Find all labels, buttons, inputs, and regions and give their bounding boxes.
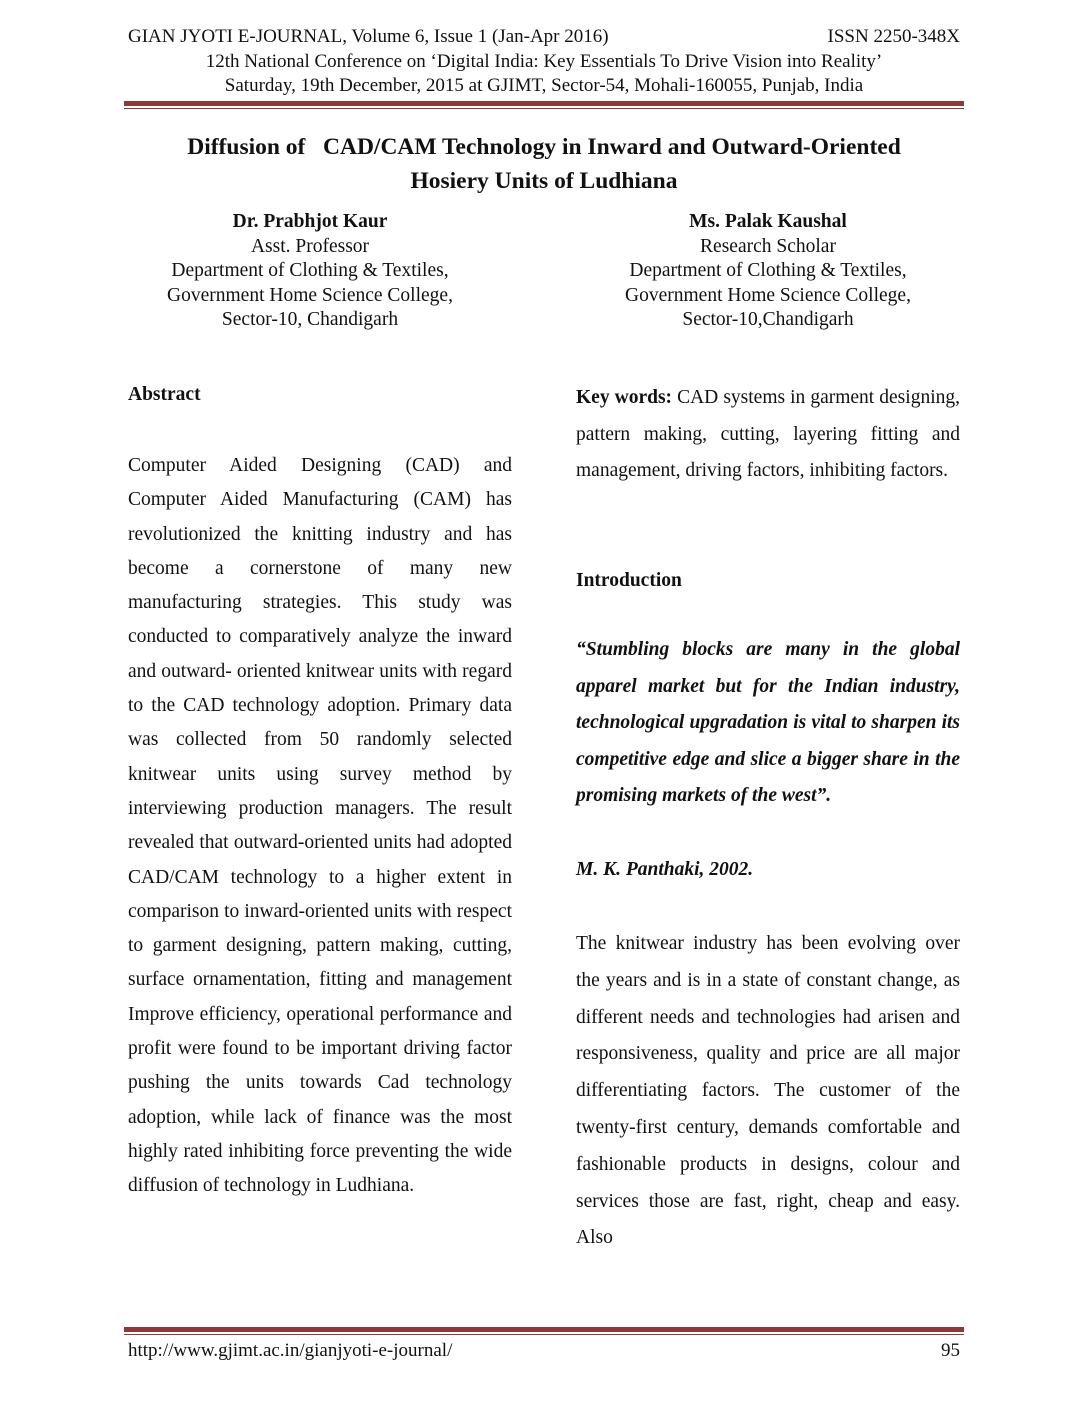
epigraph-quote: “Stumbling blocks are many in the global apparel market but for the Indian industry, technological upgradation is vital to sharpen its competitive edge and slice a bigger share in the promising markets of the west”.	[576, 639, 960, 806]
author-college: Government Home Science College,	[625, 284, 911, 306]
journal-name: GIAN JYOTI E-JOURNAL, Volume 6, Issue 1 (Jan-Apr 2016)	[128, 26, 609, 47]
venue-line: Saturday, 19th December, 2015 at GJIMT, Sector-54, Mohali-160055, Punjab, India	[224, 75, 864, 96]
footer-rule	[124, 1327, 964, 1332]
author-block-1	[128, 210, 492, 333]
author-department: Department of Clothing & Textiles,	[171, 260, 449, 281]
journal-url[interactable]: http://www.gjimt.ac.in/gianjyoti-e-journal/	[128, 1340, 453, 1361]
page-number: 95	[941, 1340, 960, 1361]
introduction-heading: Introduction	[576, 570, 682, 591]
paper-title	[128, 130, 960, 198]
author-role: Asst. Professor	[250, 235, 370, 257]
author-name: Dr. Prabhjot Kaur	[232, 211, 388, 232]
author-college: Government Home Science College,	[167, 284, 453, 306]
title-line-2: Hosiery Units of Ludhiana	[410, 168, 678, 194]
author-place: Sector-10,Chandigarh	[682, 309, 854, 330]
title-line-1: Diffusion of CAD/CAM Technology in Inward and Outward-Oriented	[187, 134, 901, 160]
keywords-label: Key words:	[576, 387, 673, 408]
author-place: Sector-10, Chandigarh	[221, 309, 399, 330]
page-footer	[128, 1338, 960, 1364]
keywords-paragraph	[576, 380, 960, 490]
keywords-text: CAD systems in garment designing, pattern making, cutting, layering fitting and management, driving factors, inhibiting factors.	[576, 387, 960, 481]
abstract-heading: Abstract	[128, 384, 201, 405]
header-rule	[124, 101, 964, 106]
author-role: Research Scholar	[700, 235, 836, 257]
epigraph-attribution: M. K. Panthaki, 2002.	[576, 859, 754, 880]
author-department: Department of Clothing & Textiles,	[629, 260, 907, 281]
author-name: Ms. Palak Kaushal	[689, 211, 847, 232]
conference-line: 12th National Conference on ‘Digital India: Key Essentials To Drive Vision into Reality’	[205, 51, 883, 72]
running-header	[128, 24, 960, 50]
abstract-text: Computer Aided Designing (CAD) and Computer Aided Manufacturing (CAM) has revolutionized the knitting industry and has become a cornerstone of many new manufacturing strategies. This study was conducted to comparatively analyze the inward and outward- oriented knitwear units with regard to the CAD technology adoption. Primary data was collected from 50 randomly selected knitwear units using survey method by interviewing production managers. The result revealed that outward-oriented units had adopted CAD/CAM technology to a higher extent in comparison to inward-oriented units with respect to garment designing, pattern making, cutting, surface ornamentation, fitting and management Improve efficiency, operational performance and profit were found to be important driving factor pushing the units towards Cad technology adoption, while lack of finance was the most highly rated inhibiting force preventing the wide diffusion of technology in Ludhiana.	[128, 455, 512, 1197]
footer-rule-thin	[124, 1334, 964, 1335]
author-block-2	[576, 210, 960, 333]
issn: ISSN 2250-348X	[827, 26, 960, 47]
introduction-text: The knitwear industry has been evolving over the years and is in a state of constant change, as different needs and technologies had arisen and responsiveness, quality and price are all major differentiating factors. The customer of the twenty-first century, demands comfortable and fashionable products in designs, colour and services those are fast, right, cheap and easy. Also	[576, 933, 960, 1249]
header-rule-thin	[124, 108, 964, 109]
